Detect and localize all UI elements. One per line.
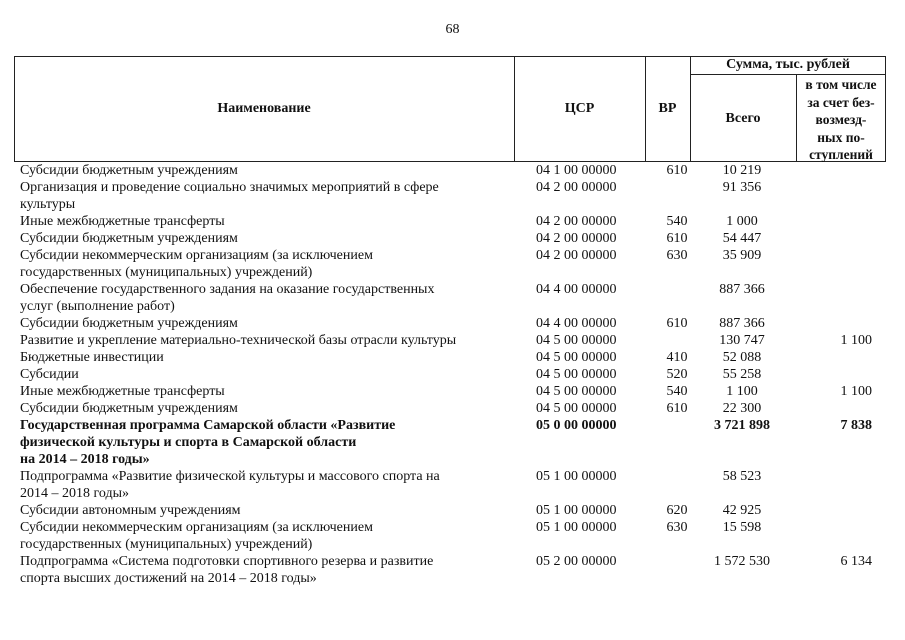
row-csr: 04 2 00 00000: [536, 214, 617, 229]
row-free-receipts: 6 134: [840, 554, 872, 569]
row-name: [20, 519, 502, 553]
header-vr: ВР: [658, 101, 677, 116]
row-total: 91 356: [722, 180, 762, 195]
header-free-line: ступлений: [809, 147, 873, 162]
row-name-line: Субсидии автономным учреждениям: [20, 503, 241, 518]
row-csr: 04 5 00 00000: [536, 333, 617, 348]
header-csr: ЦСР: [564, 101, 595, 116]
row-name-line: Субсидии: [20, 367, 79, 382]
row-csr: 04 4 00 00000: [536, 316, 617, 331]
header-total: Всего: [725, 111, 761, 126]
row-name-line: Бюджетные инвестиции: [20, 350, 164, 365]
row-csr: 04 2 00 00000: [536, 248, 617, 263]
header-free-line: ных по-: [817, 129, 865, 145]
row-total: 1 572 530: [714, 554, 770, 569]
row-free-receipts: 1 100: [840, 333, 872, 348]
row-total: 58 523: [722, 469, 762, 484]
row-name-line: 2014 – 2018 годы»: [20, 486, 130, 501]
row-total: 10 219: [722, 163, 762, 178]
row-csr: 04 4 00 00000: [536, 282, 617, 297]
row-name-line: Государственная программа Самарской области «Развитие: [20, 418, 396, 433]
table-row: [14, 400, 886, 417]
row-name: [20, 502, 502, 519]
row-name: [20, 366, 502, 383]
row-name: [20, 213, 502, 230]
row-name-line: Субсидии бюджетным учреждениям: [20, 163, 238, 178]
row-csr: 05 1 00 00000: [536, 503, 617, 518]
sum-subheader-border: [690, 74, 886, 75]
row-name: [20, 383, 502, 400]
row-vr: 410: [666, 350, 688, 365]
row-free-receipts: 1 100: [840, 384, 872, 399]
row-total: 54 447: [722, 231, 762, 246]
row-total: 35 909: [722, 248, 762, 263]
row-name: [20, 247, 502, 281]
page-number: 68: [445, 22, 460, 37]
row-name: [20, 315, 502, 332]
row-name-line: культуры: [20, 197, 76, 212]
header-sum: Сумма, тыс. рублей: [726, 57, 850, 72]
row-vr: 610: [666, 163, 688, 178]
row-vr: 630: [666, 248, 688, 263]
budget-table: [14, 56, 886, 640]
table-row: [14, 179, 886, 213]
row-vr: 540: [666, 214, 688, 229]
row-csr: 04 5 00 00000: [536, 367, 617, 382]
row-name: [20, 349, 502, 366]
row-name-line: Субсидии бюджетным учреждениям: [20, 401, 238, 416]
table-body: [14, 162, 886, 587]
row-csr: 04 2 00 00000: [536, 231, 617, 246]
row-csr: 05 1 00 00000: [536, 469, 617, 484]
row-total: 1 100: [726, 384, 758, 399]
table-row: [14, 553, 886, 587]
row-total: 52 088: [722, 350, 762, 365]
row-name-line: Организация и проведение социально значимых мероприятий в сфере: [20, 180, 439, 195]
row-name: [20, 281, 502, 315]
row-total: 15 598: [722, 520, 762, 535]
row-vr: 520: [666, 367, 688, 382]
row-name-line: Развитие и укрепление материально-технической базы отрасли культуры: [20, 333, 457, 348]
row-csr: 04 5 00 00000: [536, 350, 617, 365]
row-total: 1 000: [726, 214, 758, 229]
table-row: [14, 332, 886, 349]
table-row: [14, 247, 886, 281]
table-row: [14, 417, 886, 468]
row-name-line: государственных (муниципальных) учреждений): [20, 537, 313, 552]
row-csr: 04 5 00 00000: [536, 401, 617, 416]
row-csr: 05 0 00 00000: [536, 418, 617, 433]
row-total: 55 258: [722, 367, 762, 382]
table-row: [14, 468, 886, 502]
row-csr: 05 1 00 00000: [536, 520, 617, 535]
row-name-line: физической культуры и спорта в Самарской области: [20, 435, 357, 450]
row-vr: 620: [666, 503, 688, 518]
row-vr: 610: [666, 231, 688, 246]
row-total: 887 366: [719, 282, 765, 297]
row-name-line: Субсидии бюджетным учреждениям: [20, 231, 238, 246]
row-name-line: Подпрограмма «Развитие физической культуры и массового спорта на: [20, 469, 440, 484]
row-total: 3 721 898: [714, 418, 770, 433]
row-name-line: Обеспечение государственного задания на оказание государственных: [20, 282, 435, 297]
header-free-line: в том числе: [805, 77, 877, 92]
row-total: 887 366: [719, 316, 765, 331]
row-name: [20, 553, 502, 587]
row-name: [20, 417, 502, 468]
row-name-line: Иные межбюджетные трансферты: [20, 384, 225, 399]
row-name: [20, 162, 502, 179]
row-csr: 04 1 00 00000: [536, 163, 617, 178]
row-csr: 04 5 00 00000: [536, 384, 617, 399]
table-row: [14, 213, 886, 230]
row-name-line: услуг (выполнение работ): [20, 299, 175, 314]
row-vr: 610: [666, 401, 688, 416]
row-name: [20, 230, 502, 247]
table-row: [14, 349, 886, 366]
row-name-line: на 2014 – 2018 годы»: [20, 452, 150, 467]
row-name: [20, 179, 502, 213]
row-name: [20, 400, 502, 417]
row-name: [20, 468, 502, 502]
row-name-line: государственных (муниципальных) учреждений): [20, 265, 313, 280]
table-row: [14, 366, 886, 383]
row-name: [20, 332, 502, 349]
header-free: [796, 76, 886, 164]
table-row: [14, 230, 886, 247]
row-name-line: Иные межбюджетные трансферты: [20, 214, 225, 229]
table-row: [14, 502, 886, 519]
row-name-line: Субсидии некоммерческим организациям (за исключением: [20, 248, 373, 263]
table-row: [14, 162, 886, 179]
row-vr: 630: [666, 520, 688, 535]
header-free-line: за счет без-: [807, 94, 875, 110]
row-name-line: Субсидии бюджетным учреждениям: [20, 316, 238, 331]
row-name-line: Подпрограмма «Система подготовки спортивного резерва и развитие: [20, 554, 434, 569]
header-name: Наименование: [217, 101, 311, 116]
row-free-receipts: 7 838: [840, 418, 872, 433]
row-vr: 610: [666, 316, 688, 331]
row-csr: 05 2 00 00000: [536, 554, 617, 569]
row-name-line: спорта высших достижений на 2014 – 2018 годы»: [20, 571, 317, 586]
row-total: 130 747: [719, 333, 765, 348]
row-csr: 04 2 00 00000: [536, 180, 617, 195]
row-name-line: Субсидии некоммерческим организациям (за исключением: [20, 520, 373, 535]
table-row: [14, 281, 886, 315]
header-free-line: возмезд-: [815, 112, 867, 127]
table-row: [14, 519, 886, 553]
row-vr: 540: [666, 384, 688, 399]
row-total: 42 925: [722, 503, 762, 518]
row-total: 22 300: [722, 401, 762, 416]
table-row: [14, 315, 886, 332]
table-row: [14, 383, 886, 400]
